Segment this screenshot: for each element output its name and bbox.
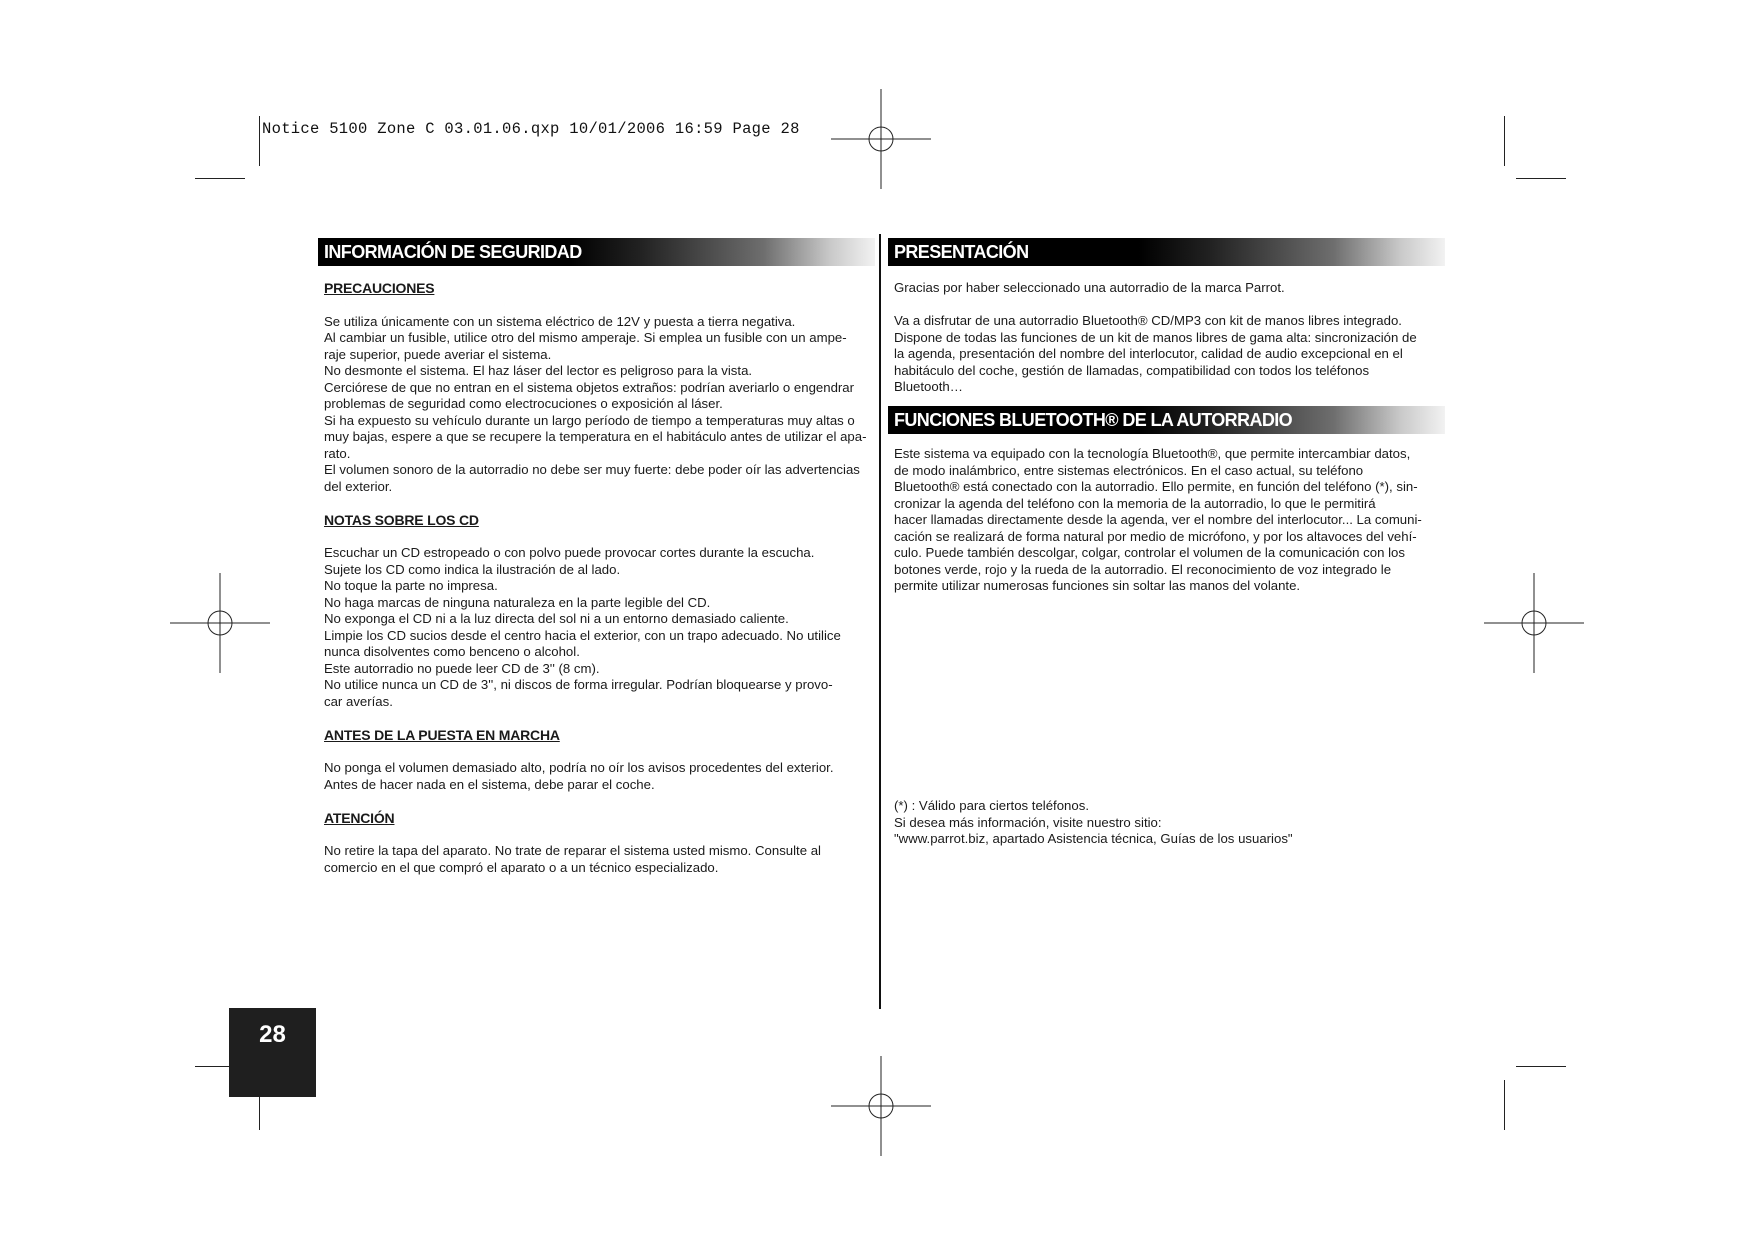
page-number: 28 <box>229 1008 316 1097</box>
presentacion-text <box>894 280 1446 396</box>
text-line: Escuchar un CD estropeado o con polvo puede provocar cortes durante la escucha. <box>324 545 815 560</box>
text-line: Cerciórese de que no entran en el sistema objetos extraños: podrían averiarlo o engendrar <box>324 379 855 395</box>
column-divider <box>879 234 881 1009</box>
text-line: Bluetooth® está conectado con la autorradio. Ello permite, en función del teléfono (*), sin- <box>894 479 1418 494</box>
section-title-atencion: ATENCIÓN <box>324 809 395 826</box>
text-line: hacer llamadas directamente desde la agenda, ver el nombre del interlocutor... La comuni- <box>894 512 1422 527</box>
registration-mark-top-icon <box>831 89 931 189</box>
print-slug: Notice 5100 Zone C 03.01.06.qxp 10/01/2006 16:59 Page 28 <box>262 120 800 138</box>
header-presentacion: PRESENTACIÓN <box>888 238 1445 266</box>
text-line: la agenda, presentación del nombre del interlocutor, calidad de audio excepcional en el <box>894 346 1403 361</box>
registration-mark-bottom-icon <box>831 1056 931 1156</box>
text-line: No haga marcas de ninguna naturaleza en la parte legible del CD. <box>324 594 711 610</box>
header-informacion-seguridad: INFORMACIÓN DE SEGURIDAD <box>318 238 875 266</box>
text-line: nunca disolventes como benceno o alcohol. <box>324 644 580 659</box>
registration-mark-right-icon <box>1484 573 1584 673</box>
crop-mark-top-right-v <box>1504 116 1505 166</box>
text-line: Sujete los CD como indica la ilustración de al lado. <box>324 561 621 577</box>
text-line: cación se realizará de forma natural por medio de micrófono, y por los altavoces del vehí- <box>894 528 1417 544</box>
left-column <box>324 280 879 876</box>
text-line: Bluetooth… <box>894 379 963 394</box>
registration-mark-left-icon <box>170 573 270 673</box>
text-line: Antes de hacer nada en el sistema, debe parar el coche. <box>324 776 655 792</box>
section-title-antes-puesta-marcha: ANTES DE LA PUESTA EN MARCHA <box>324 726 560 743</box>
text-line: botones verde, rojo y la rueda de la autorradio. El reconocimiento de voz integrado le <box>894 561 1392 577</box>
text-line: Dispone de todas las funciones de un kit de manos libres de gama alta: sincronización de <box>894 329 1417 345</box>
text-line: Al cambiar un fusible, utilice otro del mismo amperaje. Si emplea un fusible con un ampe- <box>324 330 847 345</box>
text-line: del exterior. <box>324 478 393 494</box>
text-line: No retire la tapa del aparato. No trate de reparar el sistema usted mismo. Consulte al <box>324 843 821 858</box>
text-line: Este sistema va equipado con la tecnología Bluetooth®, que permite intercambiar datos, <box>894 446 1411 461</box>
text-line: raje superior, puede averiar el sistema. <box>324 346 552 362</box>
text-line: No exponga el CD ni a la luz directa del sol ni a un entorno demasiado caliente. <box>324 611 789 626</box>
crop-mark-top-right-h <box>1516 178 1566 179</box>
text-line: Gracias por haber seleccionado una autorradio de la marca Parrot. <box>894 280 1285 295</box>
text-line: No ponga el volumen demasiado alto, podría no oír los avisos procedentes del exterior. <box>324 760 834 775</box>
crop-mark-bottom-right-h <box>1516 1066 1566 1067</box>
funciones-text <box>894 446 1446 595</box>
text-line: Va a disfrutar de una autorradio Bluetooth® CD/MP3 con kit de manos libres integrado. <box>894 313 1402 328</box>
crop-mark-top-left-v <box>259 116 260 166</box>
crop-mark-top-left-h <box>195 178 245 179</box>
text-line: Limpie los CD sucios desde el centro hacia el exterior, con un trapo adecuado. No utilice <box>324 627 841 643</box>
text-line: de modo inalámbrico, entre sistemas electrónicos. En el caso actual, su teléfono <box>894 462 1364 478</box>
footnote-line: Si desea más información, visite nuestro sitio: <box>894 814 1162 830</box>
text-line: rato. <box>324 445 351 461</box>
header-funciones-bluetooth: FUNCIONES BLUETOOTH® DE LA AUTORRADIO <box>888 406 1445 434</box>
text-line: problemas de seguridad como electrocuciones o exposición al láser. <box>324 396 723 411</box>
text-line: permite utilizar numerosas funciones sin soltar las manos del volante. <box>894 578 1301 593</box>
text-line: muy bajas, espere a que se recupere la temperatura en el habitáculo antes de utilizar el apa- <box>324 429 867 444</box>
crop-mark-bottom-right-v <box>1504 1080 1505 1130</box>
text-line: culo. Puede también descolgar, colgar, controlar el volumen de la comunicación con los <box>894 545 1405 560</box>
text-line: Se utiliza únicamente con un sistema eléctrico de 12V y puesta a tierra negativa. <box>324 313 796 329</box>
footnote-line: "www.parrot.biz, apartado Asistencia técnica, Guías de los usuarios" <box>894 831 1293 846</box>
text-line: cronizar la agenda del teléfono con la memoria de la autorradio, lo que le permitirá <box>894 495 1376 511</box>
footnote-line: (*) : Válido para ciertos teléfonos. <box>894 798 1089 813</box>
section-title-precauciones: PRECAUCIONES <box>324 280 435 296</box>
text-line: No utilice nunca un CD de 3'', ni discos de forma irregular. Podrían bloquearse y provo- <box>324 677 833 692</box>
text-line: habitáculo del coche, gestión de llamadas, compatibilidad con todos los teléfonos <box>894 362 1370 378</box>
section-title-notas-cd: NOTAS SOBRE LOS CD <box>324 511 479 528</box>
text-line: El volumen sonoro de la autorradio no debe ser muy fuerte: debe poder oír las advertencias <box>324 462 860 477</box>
text-line: Este autorradio no puede leer CD de 3'' (8 cm). <box>324 660 600 676</box>
text-line: comercio en el que compró el aparato o a un técnico especializado. <box>324 859 719 875</box>
text-line: car averías. <box>324 693 393 709</box>
text-line: Si ha expuesto su vehículo durante un largo período de tiempo a temperaturas muy altas o <box>324 412 855 428</box>
text-line: No desmonte el sistema. El haz láser del lector es peligroso para la vista. <box>324 363 753 378</box>
footnote <box>894 798 1446 848</box>
text-line: No toque la parte no impresa. <box>324 578 498 593</box>
